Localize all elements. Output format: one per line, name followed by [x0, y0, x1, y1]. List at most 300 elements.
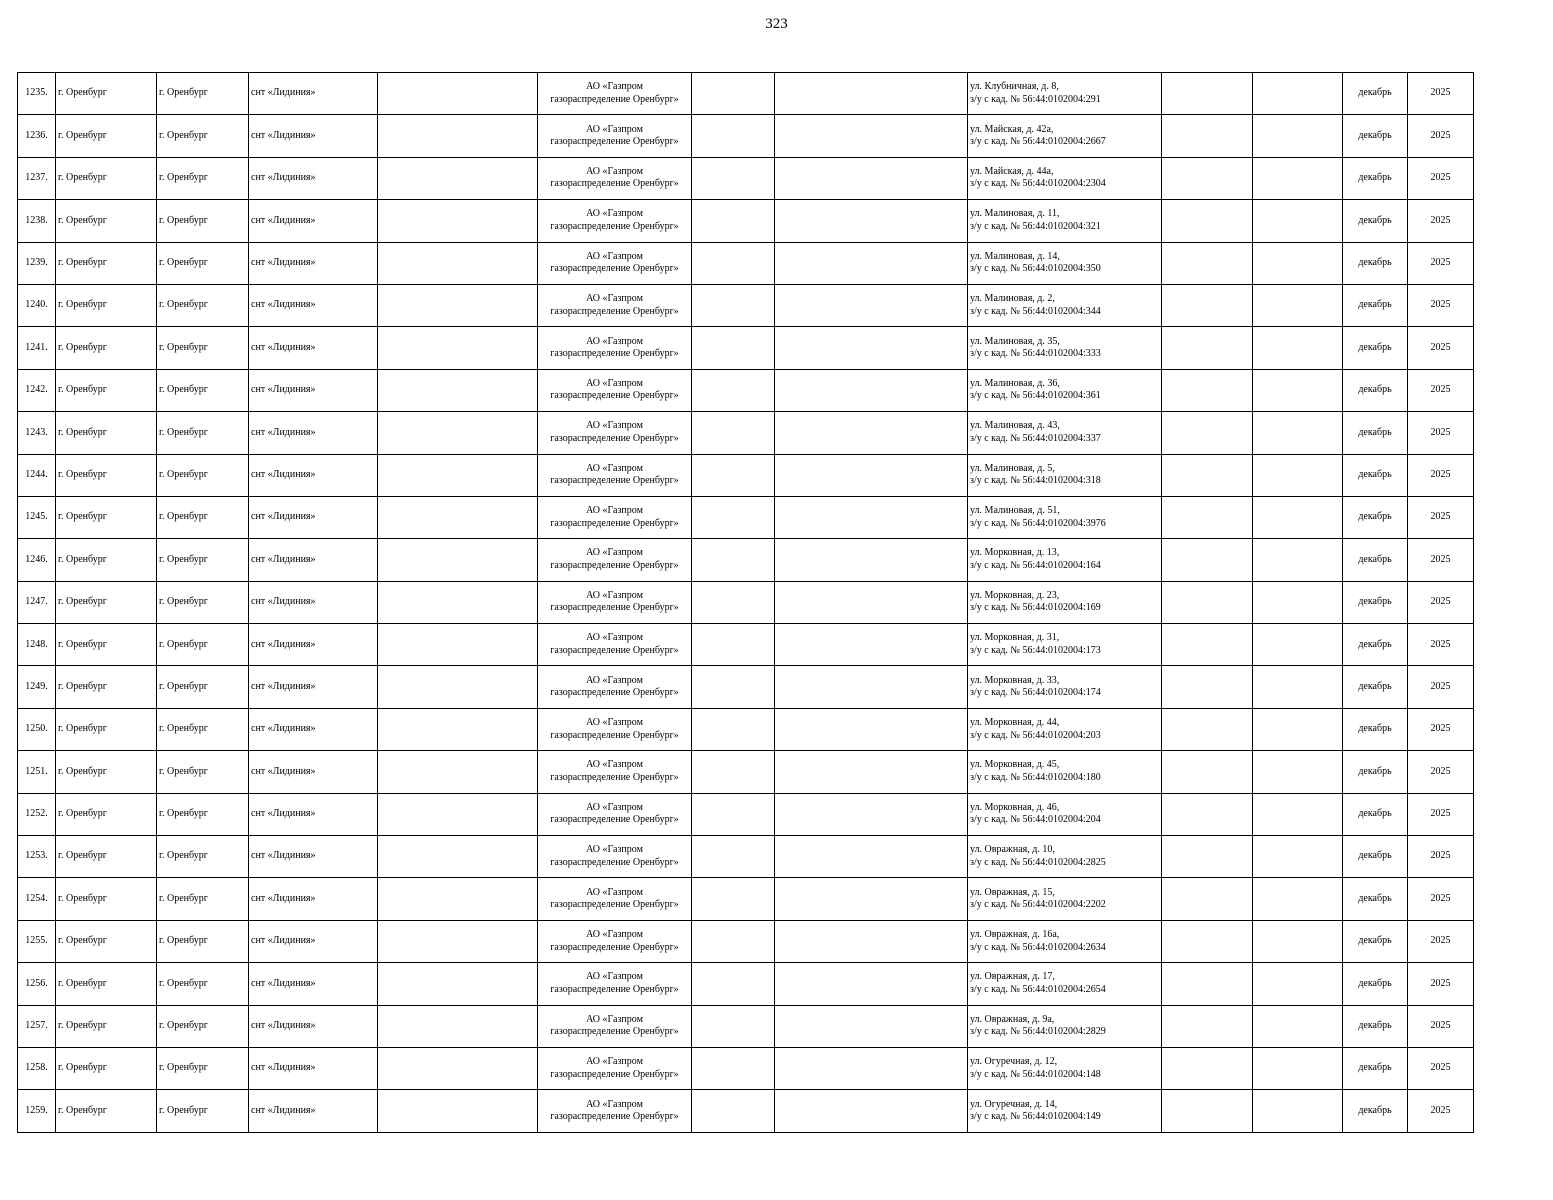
- row-number: 1259.: [25, 1104, 48, 1116]
- organization-line-2: газораспределение Оренбург»: [550, 93, 679, 105]
- snt-cell: [249, 157, 378, 199]
- organization-line-2: газораспределение Оренбург»: [550, 390, 679, 402]
- month: декабрь: [1358, 511, 1392, 523]
- empty-cell: [692, 666, 775, 708]
- organization-cell: [538, 369, 692, 411]
- month-cell: [1343, 624, 1408, 666]
- year-cell: [1408, 963, 1474, 1005]
- year: 2025: [1430, 596, 1451, 608]
- settlement: г. Оренбург: [159, 1020, 208, 1032]
- address-cell: [968, 666, 1162, 708]
- month-cell: [1343, 1047, 1408, 1089]
- address-cadastral: з/у с кад. № 56:44:0102004:337: [970, 432, 1101, 444]
- address-cell: [968, 539, 1162, 581]
- organization-line-1: АО «Газпром: [586, 632, 643, 644]
- organization-line-1: АО «Газпром: [586, 589, 643, 601]
- row-number: 1246.: [25, 553, 48, 565]
- settlement: г. Оренбург: [159, 129, 208, 141]
- empty-cell: [1162, 666, 1253, 708]
- empty-cell: [1162, 581, 1253, 623]
- organization-line-1: АО «Газпром: [586, 377, 643, 389]
- year-cell: [1408, 454, 1474, 496]
- settlement: г. Оренбург: [159, 426, 208, 438]
- organization-line-2: газораспределение Оренбург»: [550, 432, 679, 444]
- address-street: ул. Огуречная, д. 14,: [970, 1098, 1058, 1110]
- settlement-cell: [157, 581, 249, 623]
- snt-cell: [249, 878, 378, 920]
- empty-cell: [378, 284, 538, 326]
- month-cell: [1343, 242, 1408, 284]
- address-street: ул. Малиновая, д. 35,: [970, 335, 1060, 347]
- empty-cell: [378, 496, 538, 538]
- empty-cell: [775, 793, 968, 835]
- locality-cell: [56, 369, 157, 411]
- year-cell: [1408, 369, 1474, 411]
- empty-cell: [378, 1047, 538, 1089]
- organization-line-2: газораспределение Оренбург»: [550, 1111, 679, 1123]
- empty-cell: [1162, 327, 1253, 369]
- month-cell: [1343, 793, 1408, 835]
- organization-cell: [538, 1047, 692, 1089]
- locality-cell: [56, 157, 157, 199]
- address-street: ул. Морковная, д. 33,: [970, 674, 1060, 686]
- organization-line-2: газораспределение Оренбург»: [550, 305, 679, 317]
- organization-cell: [538, 708, 692, 750]
- empty-cell: [692, 708, 775, 750]
- address-cadastral: з/у с кад. № 56:44:0102004:149: [970, 1111, 1101, 1123]
- locality-cell: [56, 200, 157, 242]
- settlement-cell: [157, 878, 249, 920]
- locality-cell: [56, 581, 157, 623]
- year-cell: [1408, 666, 1474, 708]
- snt-cell: [249, 242, 378, 284]
- year: 2025: [1430, 808, 1451, 820]
- organization-cell: [538, 1090, 692, 1132]
- organization-line-1: АО «Газпром: [586, 1098, 643, 1110]
- year-cell: [1408, 1090, 1474, 1132]
- month-cell: [1343, 963, 1408, 1005]
- locality-cell: [56, 539, 157, 581]
- month: декабрь: [1358, 341, 1392, 353]
- snt-name: снт «Лидиния»: [251, 977, 316, 989]
- snt-name: снт «Лидиния»: [251, 638, 316, 650]
- address-street: ул. Майская, д. 44а,: [970, 165, 1054, 177]
- table-row: [18, 624, 1474, 666]
- empty-cell: [1253, 73, 1343, 115]
- empty-cell: [775, 369, 968, 411]
- year-cell: [1408, 200, 1474, 242]
- empty-cell: [692, 157, 775, 199]
- empty-cell: [378, 793, 538, 835]
- month-cell: [1343, 539, 1408, 581]
- empty-cell: [692, 496, 775, 538]
- year-cell: [1408, 1005, 1474, 1047]
- organization-cell: [538, 73, 692, 115]
- empty-cell: [1162, 496, 1253, 538]
- organization-line-1: АО «Газпром: [586, 717, 643, 729]
- empty-cell: [775, 1005, 968, 1047]
- year-cell: [1408, 581, 1474, 623]
- organization-line-2: газораспределение Оренбург»: [550, 983, 679, 995]
- address-cadastral: з/у с кад. № 56:44:0102004:148: [970, 1068, 1101, 1080]
- settlement: г. Оренбург: [159, 87, 208, 99]
- settlement-cell: [157, 708, 249, 750]
- year-cell: [1408, 708, 1474, 750]
- organization-line-1: АО «Газпром: [586, 208, 643, 220]
- organization-cell: [538, 327, 692, 369]
- address-cell: [968, 751, 1162, 793]
- table-row: [18, 115, 1474, 157]
- address-cell: [968, 496, 1162, 538]
- organization-line-2: газораспределение Оренбург»: [550, 559, 679, 571]
- month-cell: [1343, 836, 1408, 878]
- empty-cell: [378, 369, 538, 411]
- organization-cell: [538, 666, 692, 708]
- empty-cell: [692, 412, 775, 454]
- organization-cell: [538, 581, 692, 623]
- address-cell: [968, 454, 1162, 496]
- address-cell: [968, 1090, 1162, 1132]
- locality: г. Оренбург: [58, 850, 107, 862]
- month: декабрь: [1358, 129, 1392, 141]
- locality-cell: [56, 242, 157, 284]
- locality: г. Оренбург: [58, 765, 107, 777]
- year: 2025: [1430, 468, 1451, 480]
- address-cell: [968, 836, 1162, 878]
- snt-cell: [249, 1005, 378, 1047]
- locality: г. Оренбург: [58, 808, 107, 820]
- organization-line-1: АО «Газпром: [586, 929, 643, 940]
- row-number: 1237.: [25, 172, 48, 184]
- address-cell: [968, 878, 1162, 920]
- snt-cell: [249, 666, 378, 708]
- address-street: ул. Майская, д. 42а,: [970, 123, 1054, 135]
- organization-line-1: АО «Газпром: [586, 335, 643, 347]
- organization-line-1: АО «Газпром: [586, 1056, 643, 1068]
- address-cadastral: з/у с кад. № 56:44:0102004:2667: [970, 136, 1106, 148]
- registry-table: [17, 72, 1474, 1133]
- year-cell: [1408, 793, 1474, 835]
- organization-line-2: газораспределение Оренбург»: [550, 517, 679, 529]
- organization-cell: [538, 963, 692, 1005]
- empty-cell: [775, 581, 968, 623]
- row-number-cell: [18, 327, 56, 369]
- empty-cell: [378, 708, 538, 750]
- empty-cell: [1162, 963, 1253, 1005]
- settlement-cell: [157, 836, 249, 878]
- month-cell: [1343, 412, 1408, 454]
- snt-name: снт «Лидиния»: [251, 299, 316, 311]
- organization-line-2: газораспределение Оренбург»: [550, 644, 679, 656]
- address-cadastral: з/у с кад. № 56:44:0102004:3976: [970, 517, 1106, 529]
- empty-cell: [1162, 412, 1253, 454]
- empty-cell: [1162, 1005, 1253, 1047]
- address-cell: [968, 200, 1162, 242]
- empty-cell: [775, 920, 968, 962]
- year-cell: [1408, 751, 1474, 793]
- empty-cell: [775, 115, 968, 157]
- row-number: 1235.: [25, 87, 48, 99]
- address-cadastral: з/у с кад. № 56:44:0102004:164: [970, 559, 1101, 571]
- row-number: 1250.: [25, 723, 48, 735]
- settlement: г. Оренбург: [159, 1104, 208, 1116]
- table-row: [18, 454, 1474, 496]
- empty-cell: [692, 200, 775, 242]
- address-cadastral: з/у с кад. № 56:44:0102004:2304: [970, 178, 1106, 190]
- organization-line-2: газораспределение Оренбург»: [550, 602, 679, 614]
- month: декабрь: [1358, 468, 1392, 480]
- address-cadastral: з/у с кад. № 56:44:0102004:361: [970, 390, 1101, 402]
- address-cadastral: з/у с кад. № 56:44:0102004:321: [970, 220, 1101, 232]
- year: 2025: [1430, 384, 1451, 396]
- organization-line-2: газораспределение Оренбург»: [550, 475, 679, 487]
- organization-line-1: АО «Газпром: [586, 1013, 643, 1025]
- locality: г. Оренбург: [58, 384, 107, 396]
- snt-cell: [249, 73, 378, 115]
- table-row: [18, 793, 1474, 835]
- row-number: 1249.: [25, 680, 48, 692]
- month: декабрь: [1358, 299, 1392, 311]
- empty-cell: [378, 73, 538, 115]
- snt-cell: [249, 836, 378, 878]
- row-number: 1238.: [25, 214, 48, 226]
- year-cell: [1408, 920, 1474, 962]
- organization-line-1: АО «Газпром: [586, 250, 643, 262]
- empty-cell: [378, 836, 538, 878]
- organization-line-1: АО «Газпром: [586, 801, 643, 813]
- snt-cell: [249, 751, 378, 793]
- snt-name: снт «Лидиния»: [251, 723, 316, 735]
- year: 2025: [1430, 553, 1451, 565]
- month-cell: [1343, 200, 1408, 242]
- year-cell: [1408, 836, 1474, 878]
- empty-cell: [1253, 878, 1343, 920]
- table-row: [18, 539, 1474, 581]
- row-number: 1245.: [25, 511, 48, 523]
- row-number-cell: [18, 836, 56, 878]
- empty-cell: [775, 242, 968, 284]
- table-row: [18, 1005, 1474, 1047]
- settlement-cell: [157, 115, 249, 157]
- snt-name: снт «Лидиния»: [251, 1020, 316, 1032]
- organization-cell: [538, 284, 692, 326]
- empty-cell: [692, 454, 775, 496]
- locality-cell: [56, 878, 157, 920]
- organization-line-2: газораспределение Оренбург»: [550, 687, 679, 699]
- empty-cell: [775, 666, 968, 708]
- table-row: [18, 284, 1474, 326]
- empty-cell: [775, 751, 968, 793]
- organization-line-2: газораспределение Оренбург»: [550, 899, 679, 911]
- address-cadastral: з/у с кад. № 56:44:0102004:169: [970, 602, 1101, 614]
- row-number-cell: [18, 751, 56, 793]
- empty-cell: [692, 878, 775, 920]
- organization-line-2: газораспределение Оренбург»: [550, 178, 679, 190]
- settlement-cell: [157, 920, 249, 962]
- organization-line-1: АО «Газпром: [586, 81, 643, 93]
- empty-cell: [775, 836, 968, 878]
- address-street: ул. Малиновая, д. 5,: [970, 462, 1055, 474]
- address-cadastral: з/у с кад. № 56:44:0102004:174: [970, 687, 1101, 699]
- year: 2025: [1430, 511, 1451, 523]
- year: 2025: [1430, 1104, 1451, 1116]
- month: декабрь: [1358, 723, 1392, 735]
- empty-cell: [378, 412, 538, 454]
- address-cell: [968, 793, 1162, 835]
- settlement: г. Оренбург: [159, 850, 208, 862]
- year: 2025: [1430, 680, 1451, 692]
- empty-cell: [692, 1047, 775, 1089]
- table-row: [18, 708, 1474, 750]
- address-cell: [968, 327, 1162, 369]
- settlement: г. Оренбург: [159, 172, 208, 184]
- row-number-cell: [18, 242, 56, 284]
- address-street: ул. Морковная, д. 46,: [970, 801, 1060, 813]
- row-number-cell: [18, 1090, 56, 1132]
- address-cell: [968, 115, 1162, 157]
- year: 2025: [1430, 257, 1451, 268]
- row-number-cell: [18, 878, 56, 920]
- year: 2025: [1430, 87, 1451, 99]
- empty-cell: [692, 624, 775, 666]
- empty-cell: [1253, 1047, 1343, 1089]
- empty-cell: [1253, 539, 1343, 581]
- locality-cell: [56, 1005, 157, 1047]
- empty-cell: [692, 369, 775, 411]
- locality: г. Оренбург: [58, 596, 107, 608]
- locality-cell: [56, 496, 157, 538]
- empty-cell: [775, 73, 968, 115]
- address-street: ул. Овражная, д. 15,: [970, 886, 1055, 898]
- year: 2025: [1430, 299, 1451, 311]
- settlement: г. Оренбург: [159, 468, 208, 480]
- organization-line-1: АО «Газпром: [586, 505, 643, 517]
- organization-line-2: газораспределение Оренбург»: [550, 729, 679, 741]
- month-cell: [1343, 73, 1408, 115]
- month-cell: [1343, 751, 1408, 793]
- locality: г. Оренбург: [58, 553, 107, 565]
- snt-name: снт «Лидиния»: [251, 172, 316, 184]
- snt-cell: [249, 115, 378, 157]
- month-cell: [1343, 369, 1408, 411]
- empty-cell: [1253, 115, 1343, 157]
- locality-cell: [56, 708, 157, 750]
- empty-cell: [1253, 496, 1343, 538]
- address-street: ул. Малиновая, д. 36,: [970, 377, 1060, 389]
- address-street: ул. Морковная, д. 45,: [970, 759, 1060, 771]
- address-cell: [968, 157, 1162, 199]
- year: 2025: [1430, 214, 1451, 226]
- organization-line-1: АО «Газпром: [586, 844, 643, 856]
- organization-line-2: газораспределение Оренбург»: [550, 1068, 679, 1080]
- table-row: [18, 581, 1474, 623]
- row-number: 1240.: [25, 299, 48, 311]
- empty-cell: [1162, 115, 1253, 157]
- empty-cell: [775, 539, 968, 581]
- empty-cell: [692, 581, 775, 623]
- empty-cell: [1162, 920, 1253, 962]
- locality-cell: [56, 836, 157, 878]
- empty-cell: [1253, 1005, 1343, 1047]
- organization-line-2: газораспределение Оренбург»: [550, 348, 679, 360]
- snt-cell: [249, 963, 378, 1005]
- organization-cell: [538, 200, 692, 242]
- empty-cell: [1253, 581, 1343, 623]
- snt-name: снт «Лидиния»: [251, 257, 316, 268]
- locality: г. Оренбург: [58, 129, 107, 141]
- organization-line-2: газораспределение Оренбург»: [550, 771, 679, 783]
- row-number-cell: [18, 412, 56, 454]
- address-cadastral: з/у с кад. № 56:44:0102004:318: [970, 475, 1101, 487]
- settlement: г. Оренбург: [159, 214, 208, 226]
- locality: г. Оренбург: [58, 977, 107, 989]
- settlement-cell: [157, 1047, 249, 1089]
- empty-cell: [775, 496, 968, 538]
- row-number-cell: [18, 539, 56, 581]
- locality: г. Оренбург: [58, 214, 107, 226]
- organization-line-1: АО «Газпром: [586, 165, 643, 177]
- locality-cell: [56, 1090, 157, 1132]
- table-row: [18, 1090, 1474, 1132]
- empty-cell: [1162, 200, 1253, 242]
- row-number-cell: [18, 624, 56, 666]
- empty-cell: [1253, 624, 1343, 666]
- month-cell: [1343, 327, 1408, 369]
- row-number: 1247.: [25, 596, 48, 608]
- snt-name: снт «Лидиния»: [251, 765, 316, 777]
- address-cadastral: з/у с кад. № 56:44:0102004:173: [970, 644, 1101, 656]
- settlement-cell: [157, 73, 249, 115]
- page-number: 323: [765, 16, 788, 32]
- year: 2025: [1430, 129, 1451, 141]
- locality: г. Оренбург: [58, 341, 107, 353]
- address-cadastral: з/у с кад. № 56:44:0102004:350: [970, 263, 1101, 275]
- organization-cell: [538, 836, 692, 878]
- empty-cell: [1162, 1047, 1253, 1089]
- settlement: г. Оренбург: [159, 808, 208, 820]
- empty-cell: [775, 624, 968, 666]
- row-number-cell: [18, 1005, 56, 1047]
- year: 2025: [1430, 723, 1451, 735]
- snt-cell: [249, 327, 378, 369]
- row-number-cell: [18, 920, 56, 962]
- table-row: [18, 920, 1474, 962]
- address-street: ул. Клубничная, д. 8,: [970, 81, 1059, 93]
- address-street: ул. Овражная, д. 9а,: [970, 1013, 1055, 1025]
- address-cadastral: з/у с кад. № 56:44:0102004:180: [970, 771, 1101, 783]
- snt-name: снт «Лидиния»: [251, 341, 316, 353]
- settlement: г. Оренбург: [159, 257, 208, 268]
- address-street: ул. Малиновая, д. 2,: [970, 293, 1055, 305]
- year: 2025: [1430, 892, 1451, 904]
- empty-cell: [775, 200, 968, 242]
- address-cadastral: з/у с кад. № 56:44:0102004:203: [970, 729, 1101, 741]
- locality: г. Оренбург: [58, 511, 107, 523]
- snt-name: снт «Лидиния»: [251, 808, 316, 820]
- address-cell: [968, 369, 1162, 411]
- row-number-cell: [18, 284, 56, 326]
- settlement: г. Оренбург: [159, 384, 208, 396]
- year: 2025: [1430, 341, 1451, 353]
- empty-cell: [1253, 200, 1343, 242]
- year: 2025: [1430, 1062, 1451, 1074]
- settlement: г. Оренбург: [159, 553, 208, 565]
- organization-line-2: газораспределение Оренбург»: [550, 136, 679, 148]
- month: декабрь: [1358, 1104, 1392, 1116]
- settlement-cell: [157, 793, 249, 835]
- snt-cell: [249, 284, 378, 326]
- month: декабрь: [1358, 172, 1392, 184]
